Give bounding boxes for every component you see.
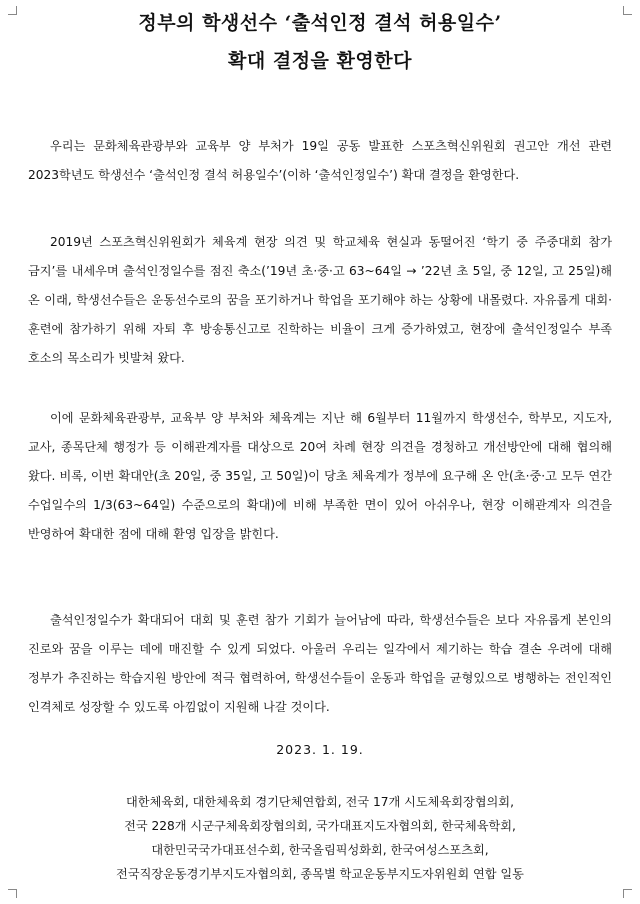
signatory-line: 대한체육회, 대한체육회 경기단체연합회, 전국 17개 시도체육회장협의회, — [126, 795, 514, 809]
page-corner-mark — [8, 6, 17, 15]
paragraph-intro: 우리는 문화체육관광부와 교육부 양 부처가 19일 공동 발표한 스포츠혁신위원회 권고안 개선 관련 2023학년도 학생선수 ‘출석인정 결석 허용일수’(이하 ‘출석인정일수’) 확대 결정을 환영한다. — [28, 139, 612, 183]
signatories — [24, 790, 616, 886]
statement-date: 2023. 1. 19. — [276, 742, 364, 757]
page-corner-mark — [623, 6, 632, 15]
paragraph-outlook: 출석인정일수가 확대되어 대회 및 훈련 참가 기회가 늘어남에 따라, 학생선수들은 보다 자유롭게 본인의 진로와 꿈을 이루는 데에 매진할 수 있게 되었다. 아울러 우리는 일각에서 제기하는 학습 결손 우려에 대해 정부가 추진하는 학습지원 방안에 적극 협력하여, 학생선수들이 운동과 학업을 균형있으로 병행하는 전인적인 인격체로 성장할 수 있도록 아낌없이 지원해 나갈 것이다. — [28, 613, 612, 715]
signatory-line: 전국직장운동경기부지도자협의회, 종목별 학교운동부지도자위원회 연합 일동 — [116, 867, 524, 881]
signatory-line: 대한민국국가대표선수회, 한국올림픽성화회, 한국여성스포츠회, — [151, 843, 489, 857]
page-corner-mark — [623, 889, 632, 898]
paragraph-consultation: 이에 문화체육관광부, 교육부 양 부처와 체육계는 지난 해 6월부터 11월까지 학생선수, 학부모, 지도자, 교사, 종목단체 행정가 등 이해관계자를 대상으로 20여 차례 현장 의견을 경청하고 개선방안에 대해 협의해 왔다. 비록, 이번 확대안(초 20일, 중 35일, 고 50일)이 당초 체육계가 정부에 요구해 온 안(초·중·고 모두 연간 수업일수의 1/3(63~64일) 수준으로의 확대)에 비해 부족한 면이 있어 아쉬우나, 현장 이해관계자 의견을 반영하여 확대한 점에 대해 환영 입장을 밝힌다. — [28, 411, 612, 542]
page-corner-mark — [8, 889, 17, 898]
signatory-line: 전국 228개 시군구체육회장협의회, 국가대표지도자협의회, 한국체육학회, — [124, 819, 516, 833]
document-title-line-2: 확대 결정을 환영한다 — [228, 50, 412, 72]
paragraph-background: 2019년 스포츠혁신위원회가 체육계 현장 의견 및 학교체육 현실과 동떨어진 ‘학기 중 주중대회 참가 금지’를 내세우며 출석인정일수를 점진 축소(’19년 초·중·고 63~64일 → ’22년 초 5일, 중 12일, 고 25일)해 온 이래, 학생선수들은 운동선수로의 꿈을 포기하거나 학업을 포기해야 하는 상황에 내몰렸다. 자유롭게 대회·훈련에 참가하기 위해 자퇴 후 방송통신고로 진학하는 비율이 크게 증가하였고, 현장에 출석인정일수 부족 호소의 목소리가 빗발쳐 왔다. — [28, 235, 612, 366]
document-title-line-1: 정부의 학생선수 ‘출석인정 결석 허용일수’ — [138, 12, 502, 34]
